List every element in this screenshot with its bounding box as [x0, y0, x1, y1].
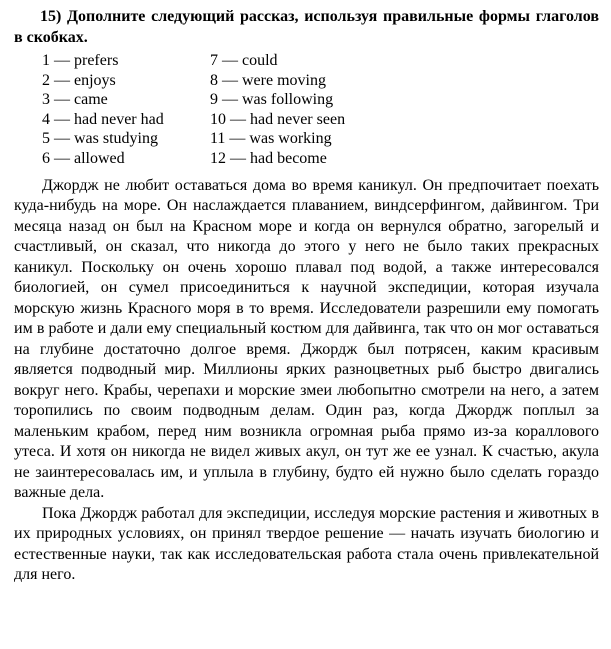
answer-row — [14, 90, 599, 110]
answer-item: 8 — were moving — [210, 71, 326, 89]
exercise-title: Дополните следующий рассказ, используя правильные формы глаголов в скобках. — [14, 8, 599, 46]
answer-row — [14, 149, 599, 169]
conclusion-paragraph: Пока Джордж работал для экспедиции, исследуя морские растения и животных в их природных условиях, он принял твердое решение — начать изучать биологию и естественные науки, так как исследовательская работа стала очень привлекательной для него. — [14, 504, 599, 584]
answer-row — [14, 51, 599, 71]
answer-item: 7 — could — [210, 52, 278, 69]
answer-item: 3 — came — [42, 91, 108, 109]
answer-row — [14, 110, 599, 130]
answer-row — [14, 71, 599, 91]
exercise-heading — [14, 7, 599, 48]
answer-item: 10 — had never seen — [210, 110, 346, 128]
story-paragraph: Джордж не любит оставаться дома во время каникул. Он предпочитает поехать куда-нибудь на море. Он наслаждается плаванием, виндсерфингом, дайвингом. Три месяца назад он был на Красном море и когда он вернулся обратно, загорелый и счастливый, он сказал, что никогда до этого у него не было таких прекрасных каникул. Поскольку он очень хорошо плавал под водой, а также интересовался биологией, он сумел присоединиться к научной экспедиции, которая изучала морскую жизнь Красного моря в то время. Исследователи разрешили ему помогать им в работе и дали ему специальный костюм для дайвинга, так что он мог оставаться на глубине достаточно долгое время. Джордж был потрясен, каким красивым является подводный мир. Миллионы ярких разноцветных рыб быстро двигались вокруг него. Крабы, черепахи и морские змеи любопытно смотрели на него, а затем торопились по своим подводным делам. Один раз, когда Джордж поплыл за маленьким крабом, перед ним возникла огромная рыба прямо из-за кораллового утеса. И хотя он никогда не видел живых акул, он тут же ее узнал. К счастью, акула не заинтересовалась им, и уплыла в глубину, будто ей нужно было сделать гораздо важные дела. — [14, 176, 599, 502]
answer-item: 12 — had become — [210, 149, 327, 167]
answer-item: 5 — was studying — [42, 130, 158, 148]
answer-item: 9 — was following — [210, 91, 334, 109]
exercise-number: 15) — [40, 8, 62, 25]
answer-row — [14, 129, 599, 149]
answer-list — [14, 51, 599, 169]
answer-item: 1 — prefers — [42, 52, 119, 69]
answer-item: 2 — enjoys — [42, 71, 116, 89]
answer-item: 6 — allowed — [42, 149, 125, 167]
answer-item: 4 — had never had — [42, 110, 164, 128]
answer-item: 11 — was working — [210, 130, 332, 148]
